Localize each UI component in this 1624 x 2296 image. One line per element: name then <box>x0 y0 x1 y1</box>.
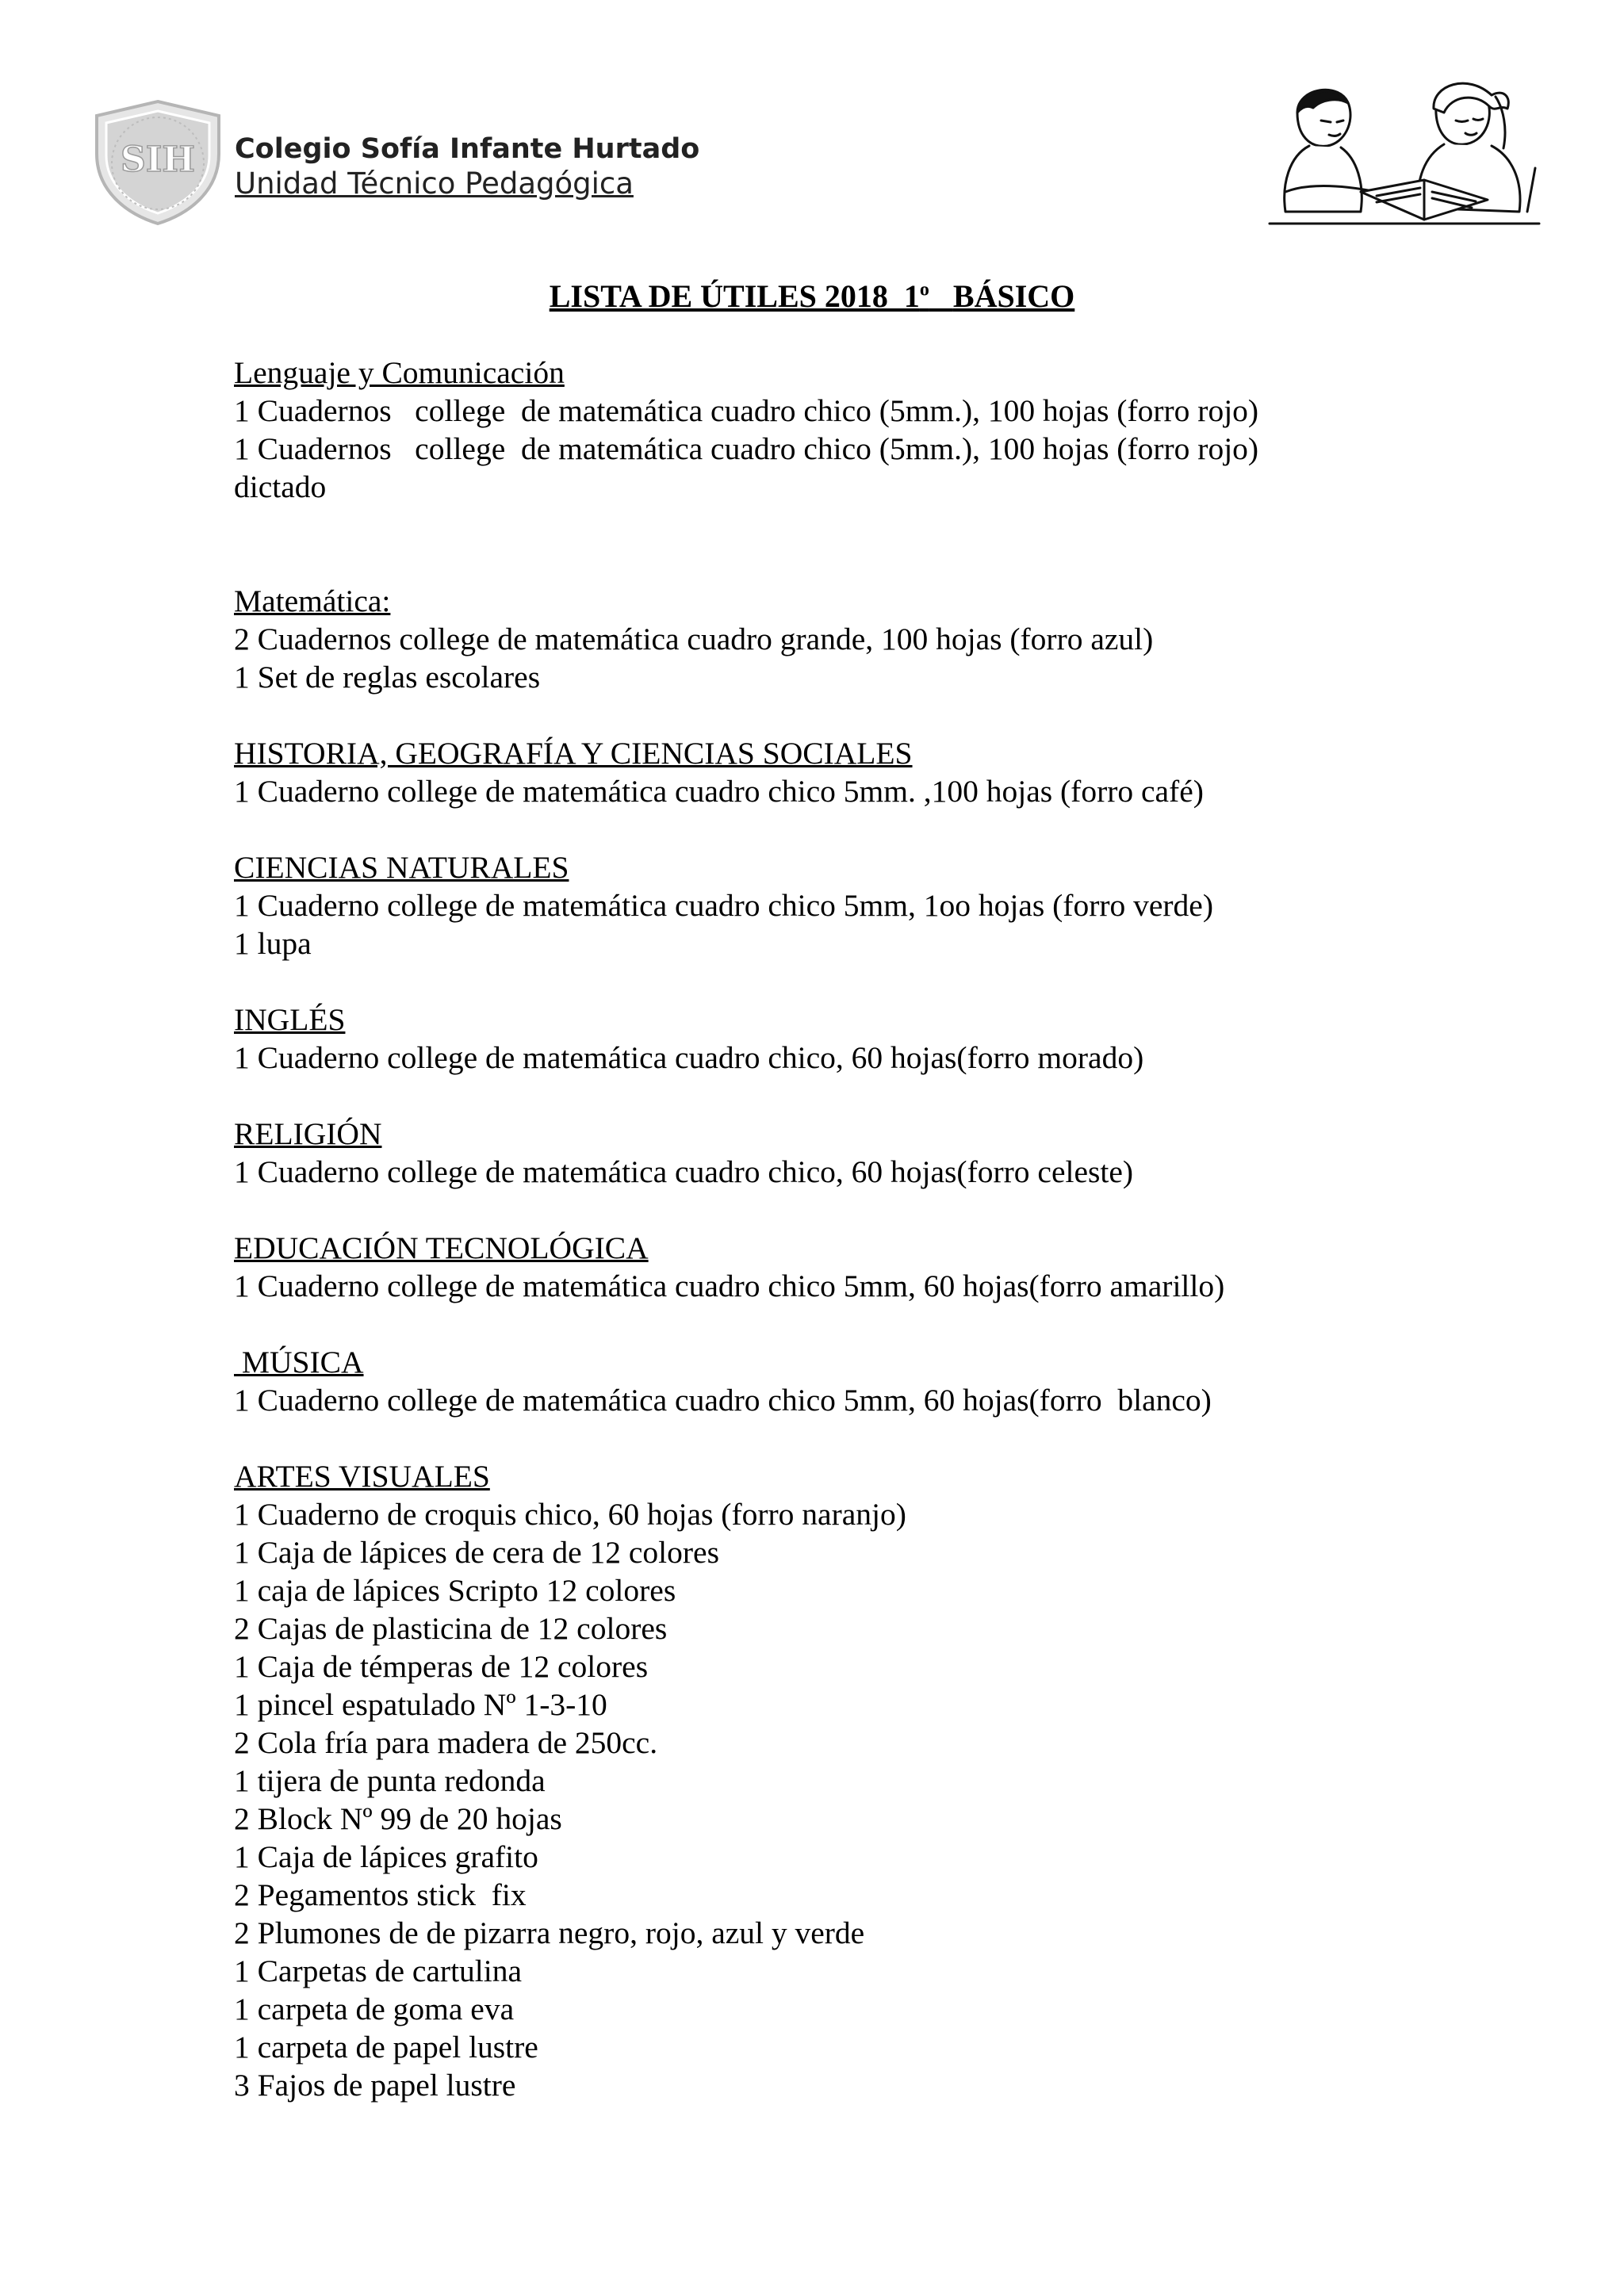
section-heading: RELIGIÓN <box>234 1116 382 1151</box>
section-ingles <box>234 1001 1542 1077</box>
list-item: 2 Cajas de plasticina de 12 colores <box>234 1611 668 1646</box>
list-item: 1 Caja de lápices de cera de 12 colores <box>234 1535 719 1570</box>
list-item: 1 Cuaderno college de matemática cuadro chico 5mm, 60 hojas(forro blanco) <box>234 1383 1212 1418</box>
section-lenguaje <box>234 354 1542 506</box>
title-main: LISTA DE ÚTILES 2018 1 <box>549 278 920 314</box>
title-superscript: o <box>919 279 929 300</box>
list-item: 1 Cuadernos college de matemática cuadro chico (5mm.), 100 hojas (forro rojo) <box>234 431 1259 466</box>
supply-list <box>234 354 1542 2142</box>
list-item: dictado <box>234 469 327 504</box>
children-reading-illustration <box>1266 73 1543 232</box>
logo-monogram: SIH <box>121 140 195 180</box>
list-item: 1 Cuaderno college de matemática cuadro chico 5mm, 1oo hojas (forro verde) <box>234 888 1213 923</box>
section-historia <box>234 734 1542 810</box>
section-heading: CIENCIAS NATURALES <box>234 850 569 885</box>
list-item: 2 Pegamentos stick fix <box>234 1877 527 1912</box>
document-title <box>0 277 1624 315</box>
school-crest-logo <box>92 98 224 227</box>
list-item: 1 Caja de lápices grafito <box>234 1839 538 1874</box>
list-item: 1 Cuaderno college de matemática cuadro chico 5mm, 60 hojas(forro amarillo) <box>234 1269 1225 1303</box>
list-item: 1 Set de reglas escolares <box>234 660 541 695</box>
list-item: 3 Fajos de papel lustre <box>234 2068 516 2103</box>
list-item: 2 Block Nº 99 de 20 hojas <box>234 1801 562 1836</box>
list-item: 1 Carpetas de cartulina <box>234 1954 523 1988</box>
section-ciencias-naturales <box>234 848 1542 962</box>
section-heading: HISTORIA, GEOGRAFÍA Y CIENCIAS SOCIALES <box>234 736 913 771</box>
list-item: 1 Caja de témperas de 12 colores <box>234 1649 649 1684</box>
list-item: 1 Cuadernos college de matemática cuadro chico (5mm.), 100 hojas (forro rojo) <box>234 393 1259 428</box>
school-header <box>235 132 699 201</box>
list-item: 1 Cuaderno de croquis chico, 60 hojas (forro naranjo) <box>234 1497 906 1532</box>
list-item: 1 carpeta de goma eva <box>234 1992 515 2026</box>
section-heading: Lenguaje y Comunicación <box>234 355 565 390</box>
section-heading: INGLÉS <box>234 1002 346 1037</box>
list-item: 1 Cuaderno college de matemática cuadro chico, 60 hojas(forro celeste) <box>234 1154 1134 1189</box>
list-item: 2 Cuadernos college de matemática cuadro grande, 100 hojas (forro azul) <box>234 622 1154 656</box>
list-item: 1 lupa <box>234 926 312 961</box>
list-item: 1 pincel espatulado Nº 1-3-10 <box>234 1687 607 1722</box>
section-heading: Matemática: <box>234 584 391 618</box>
list-item: 1 Cuaderno college de matemática cuadro chico 5mm. ,100 hojas (forro café) <box>234 774 1204 809</box>
section-heading: EDUCACIÓN TECNOLÓGICA <box>234 1230 649 1265</box>
list-item: 1 caja de lápices Scripto 12 colores <box>234 1573 676 1608</box>
title-level: BÁSICO <box>952 278 1075 314</box>
section-educacion-tecnologica <box>234 1229 1542 1305</box>
section-musica <box>234 1343 1542 1419</box>
section-matematica <box>234 582 1542 696</box>
section-heading: MÚSICA <box>234 1345 364 1380</box>
section-heading: ARTES VISUALES <box>234 1459 490 1494</box>
school-unit: Unidad Técnico Pedagógica <box>235 166 634 201</box>
list-item: 2 Plumones de de pizarra negro, rojo, azul y verde <box>234 1915 865 1950</box>
list-item: 1 carpeta de papel lustre <box>234 2030 538 2064</box>
school-name: Colegio Sofía Infante Hurtado <box>235 133 700 165</box>
list-item: 1 tijera de punta redonda <box>234 1763 546 1798</box>
list-item: 2 Cola fría para madera de 250cc. <box>234 1725 658 1760</box>
section-artes-visuales <box>234 1457 1542 2104</box>
section-religion <box>234 1115 1542 1191</box>
list-item: 1 Cuaderno college de matemática cuadro chico, 60 hojas(forro morado) <box>234 1040 1144 1075</box>
